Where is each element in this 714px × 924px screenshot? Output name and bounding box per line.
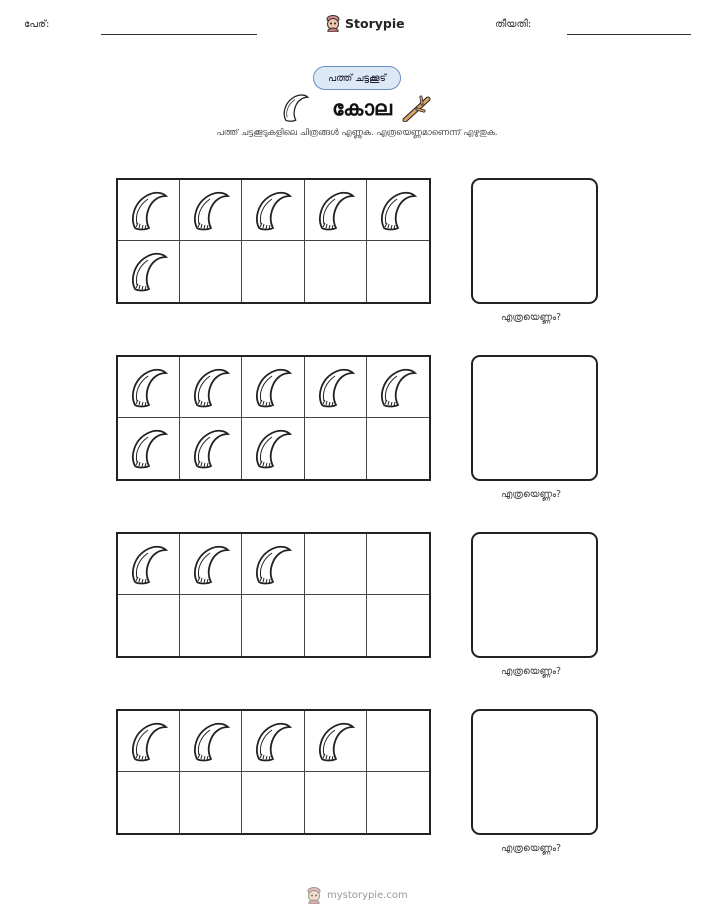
storypie-mascot-icon — [325, 14, 341, 32]
ten-frame-cell — [305, 595, 367, 656]
ten-frame — [116, 532, 431, 658]
answer-box[interactable] — [471, 532, 598, 658]
ten-frame-cell — [180, 418, 242, 479]
footer-site[interactable]: mystorypie.com — [327, 889, 408, 901]
worksheet-title: കോല — [332, 96, 392, 120]
ten-frame-cell — [305, 772, 367, 833]
claw-icon — [190, 428, 230, 470]
claw-icon — [128, 544, 168, 586]
ten-frame-cell — [242, 241, 304, 302]
claw-icon — [252, 367, 292, 409]
claw-icon — [190, 190, 230, 232]
ten-frame-cell — [367, 711, 429, 772]
claw-icon — [315, 190, 355, 232]
claw-icon — [190, 721, 230, 763]
claw-icon — [315, 367, 355, 409]
date-field[interactable] — [567, 34, 691, 35]
claw-icon — [252, 190, 292, 232]
how-many-label: എത്രയെണ്ണം? — [501, 666, 562, 677]
ten-frame-cell — [180, 534, 242, 595]
ten-frame-cell — [367, 357, 429, 418]
ten-frame-cell — [367, 534, 429, 595]
ten-frame-cell — [180, 241, 242, 302]
ten-frame-cell — [180, 595, 242, 656]
how-many-label: എത്രയെണ്ണം? — [501, 843, 562, 854]
claw-icon — [190, 544, 230, 586]
storypie-mascot-icon — [306, 886, 322, 904]
ten-frame-cell — [305, 241, 367, 302]
how-many-label: എത്രയെണ്ണം? — [501, 489, 562, 500]
ten-frame-cell — [305, 711, 367, 772]
claw-icon — [128, 367, 168, 409]
brand-name: Storypie — [345, 15, 405, 31]
ten-frame-cell — [118, 595, 180, 656]
claw-icon — [128, 190, 168, 232]
answer-box[interactable] — [471, 355, 598, 481]
claw-icon — [377, 190, 417, 232]
ten-frame-cell — [118, 241, 180, 302]
ten-frame-cell — [367, 595, 429, 656]
title-row — [280, 92, 440, 124]
answer-box[interactable] — [471, 709, 598, 835]
ten-frame-cell — [305, 357, 367, 418]
brand-logo — [325, 12, 405, 34]
ten-frame-cell — [118, 711, 180, 772]
claw-icon — [252, 721, 292, 763]
ten-frame-cell — [305, 180, 367, 241]
ten-frame-cell — [118, 772, 180, 833]
stick-icon — [402, 94, 434, 122]
ten-frame-cell — [118, 418, 180, 479]
date-label: തീയതി: — [495, 19, 532, 30]
ten-frame — [116, 709, 431, 835]
ten-frame-cell — [180, 180, 242, 241]
footer — [306, 884, 408, 906]
ten-frame-cell — [242, 595, 304, 656]
name-label: പേര്: — [24, 19, 50, 30]
claw-icon — [252, 428, 292, 470]
ten-frame-cell — [305, 534, 367, 595]
ten-frame-cell — [367, 418, 429, 479]
ten-frame-cell — [242, 418, 304, 479]
claw-icon — [280, 93, 310, 123]
ten-frame-cell — [367, 180, 429, 241]
claw-icon — [128, 428, 168, 470]
claw-icon — [128, 251, 168, 293]
answer-box[interactable] — [471, 178, 598, 304]
ten-frame-cell — [242, 772, 304, 833]
claw-icon — [315, 721, 355, 763]
claw-icon — [190, 367, 230, 409]
worksheet-type-badge: പത്ത് ചട്ടക്കൂട് — [313, 66, 401, 90]
ten-frame-cell — [305, 418, 367, 479]
ten-frame — [116, 355, 431, 481]
ten-frame-cell — [118, 180, 180, 241]
name-field[interactable] — [101, 34, 257, 35]
ten-frame-cell — [118, 357, 180, 418]
ten-frame-cell — [367, 772, 429, 833]
ten-frame-cell — [118, 534, 180, 595]
ten-frame-cell — [242, 534, 304, 595]
ten-frame — [116, 178, 431, 304]
claw-icon — [377, 367, 417, 409]
how-many-label: എത്രയെണ്ണം? — [501, 312, 562, 323]
ten-frame-cell — [180, 772, 242, 833]
ten-frame-cell — [367, 241, 429, 302]
ten-frame-cell — [180, 357, 242, 418]
instructions: പത്ത് ചട്ടക്കൂടുകളിലെ ചിത്രങ്ങൾ എണ്ണുക. എത്രയെണ്ണമാണെന്ന് എഴുതുക. — [216, 128, 498, 138]
ten-frame-cell — [242, 357, 304, 418]
ten-frame-cell — [242, 711, 304, 772]
ten-frame-cell — [180, 711, 242, 772]
ten-frame-cell — [242, 180, 304, 241]
claw-icon — [128, 721, 168, 763]
claw-icon — [252, 544, 292, 586]
